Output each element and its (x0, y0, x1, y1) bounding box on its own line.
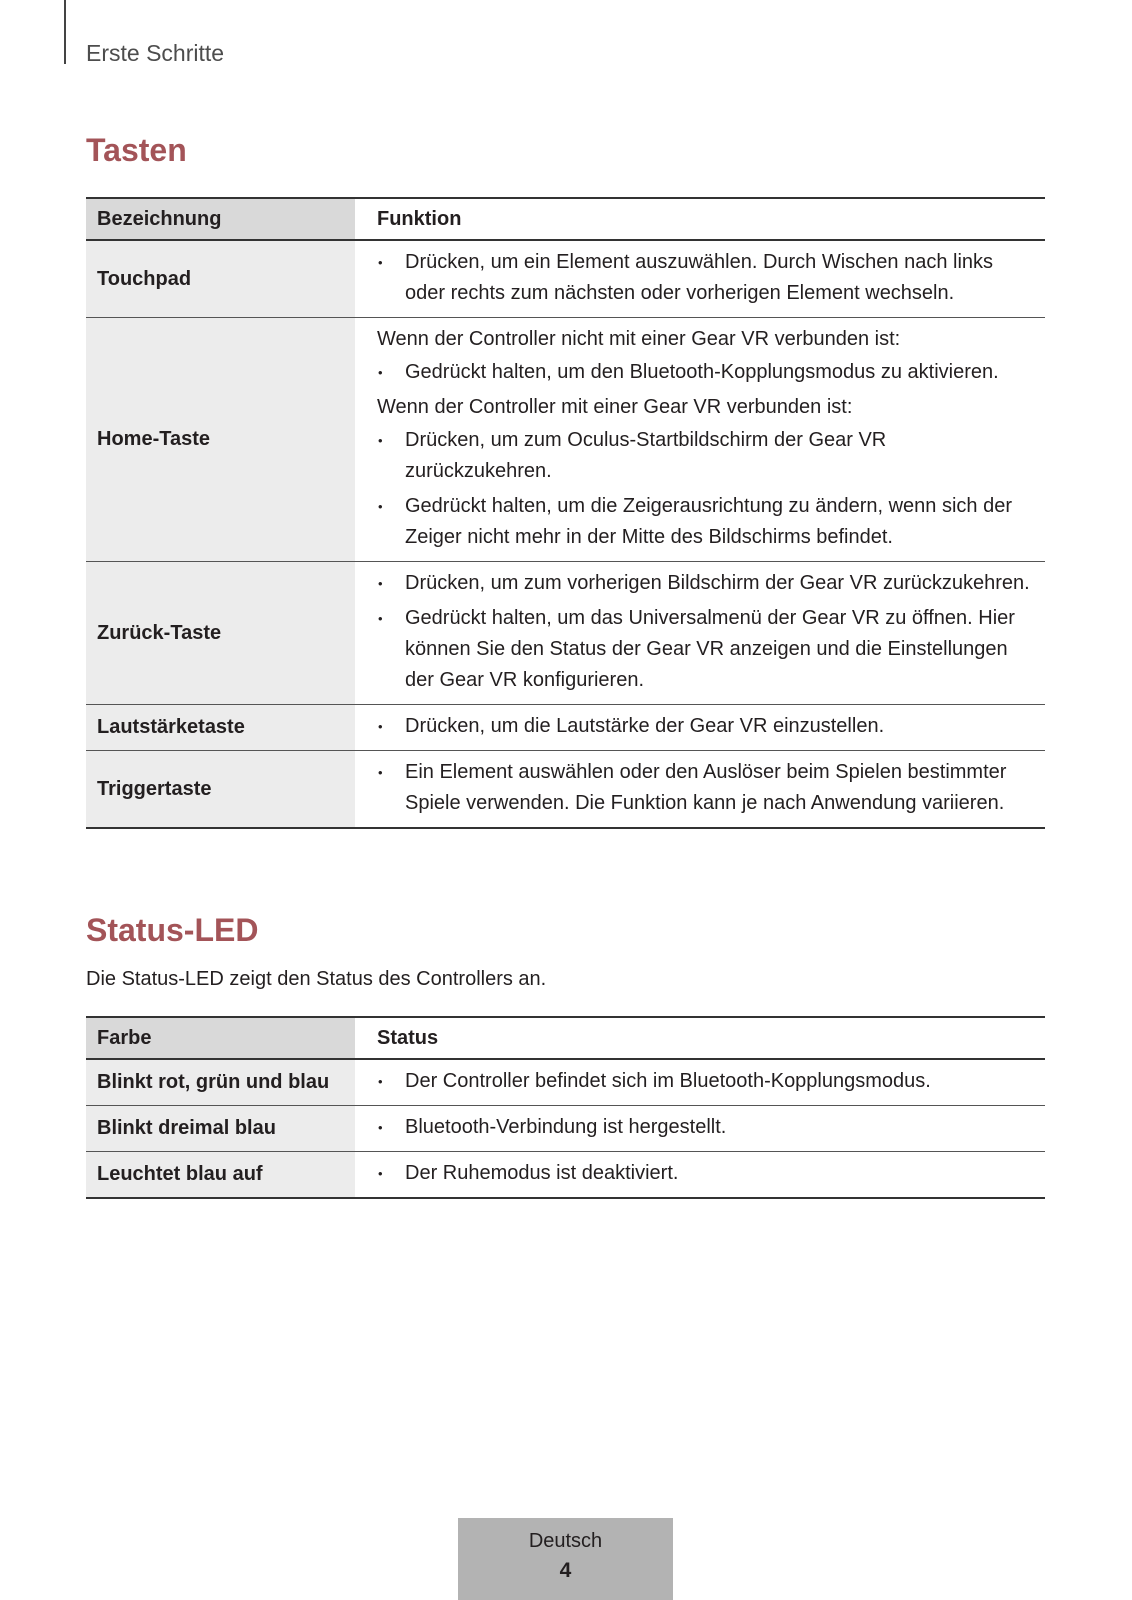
bullet-item: • Drücken, um ein Element auszuwählen. Durch Wischen nach links oder rechts zum nächsten oder vorherigen Element wechseln. (377, 247, 1031, 309)
status-led-table (86, 1016, 1045, 1199)
table-header-row (86, 198, 1045, 240)
table-row (86, 562, 1045, 705)
column-header-color: Farbe (86, 1017, 355, 1059)
page-number: 4 (559, 1559, 572, 1582)
row-description (355, 705, 1045, 751)
row-label: Blinkt rot, grün und blau (86, 1059, 355, 1106)
buttons-table (86, 197, 1045, 829)
table-row (86, 751, 1045, 829)
condition-text: Wenn der Controller mit einer Gear VR verbunden ist: (377, 396, 853, 418)
bullet-item: • Der Controller befindet sich im Bluetooth-Kopplungsmodus. (377, 1066, 1031, 1097)
bullet-item: • Gedrückt halten, um den Bluetooth-Kopplungsmodus zu aktivieren. (377, 357, 1031, 388)
table-row (86, 318, 1045, 562)
condition-text: Wenn der Controller nicht mit einer Gear VR verbunden ist: (377, 328, 901, 350)
column-header-function: Funktion (355, 198, 1045, 240)
bullet-list (377, 1158, 1031, 1189)
row-description (355, 1106, 1045, 1152)
bullet-item: • Gedrückt halten, um das Universalmenü der Gear VR zu öffnen. Hier können Sie den Status der Gear VR anzeigen und die Einstellungen der Gear VR konfigurieren. (377, 603, 1031, 696)
row-description (355, 240, 1045, 318)
section-title-status-led: Status-LED (86, 912, 259, 948)
table-row (86, 240, 1045, 318)
bullet-list (377, 568, 1031, 696)
bullet-list (377, 1112, 1031, 1143)
table-row (86, 1152, 1045, 1199)
bullet-list (377, 711, 1031, 742)
row-label: Zurück-Taste (86, 562, 355, 705)
footer-language: Deutsch (528, 1530, 603, 1552)
row-label: Home-Taste (86, 318, 355, 562)
bullet-list (377, 1066, 1031, 1097)
bullet-item: • Ein Element auswählen oder den Auslöser beim Spielen bestimmter Spiele verwenden. Die Funktion kann je nach Anwendung variieren. (377, 757, 1031, 819)
row-description (355, 318, 1045, 562)
bullet-list (377, 357, 1031, 388)
chapter-title: Erste Schritte (86, 40, 225, 66)
table-row (86, 705, 1045, 751)
table-row (86, 1059, 1045, 1106)
row-description (355, 751, 1045, 829)
column-header-status: Status (355, 1017, 1045, 1059)
row-label: Lautstärketaste (86, 705, 355, 751)
row-description (355, 1059, 1045, 1106)
page-footer (458, 1518, 673, 1600)
row-description (355, 1152, 1045, 1199)
bullet-item: • Drücken, um zum vorherigen Bildschirm der Gear VR zurückzukehren. (377, 568, 1031, 599)
row-description (355, 562, 1045, 705)
header-rule (64, 0, 66, 64)
table-header-row (86, 1017, 1045, 1059)
bullet-item: • Bluetooth-Verbindung ist hergestellt. (377, 1112, 1031, 1143)
bullet-item: • Der Ruhemodus ist deaktiviert. (377, 1158, 1031, 1189)
bullet-item: • Drücken, um die Lautstärke der Gear VR einzustellen. (377, 711, 1031, 742)
section-title-tasten: Tasten (86, 132, 187, 168)
row-label: Touchpad (86, 240, 355, 318)
row-label: Triggertaste (86, 751, 355, 829)
bullet-list (377, 425, 1031, 553)
table-row (86, 1106, 1045, 1152)
row-label: Blinkt dreimal blau (86, 1106, 355, 1152)
column-header-name: Bezeichnung (86, 198, 355, 240)
status-led-intro: Die Status-LED zeigt den Status des Controllers an. (86, 968, 547, 990)
row-label: Leuchtet blau auf (86, 1152, 355, 1199)
bullet-list (377, 757, 1031, 819)
bullet-item: • Gedrückt halten, um die Zeigerausrichtung zu ändern, wenn sich der Zeiger nicht mehr in der Mitte des Bildschirms befindet. (377, 491, 1031, 553)
bullet-item: • Drücken, um zum Oculus-Startbildschirm der Gear VR zurückzukehren. (377, 425, 1031, 487)
bullet-list (377, 247, 1031, 309)
